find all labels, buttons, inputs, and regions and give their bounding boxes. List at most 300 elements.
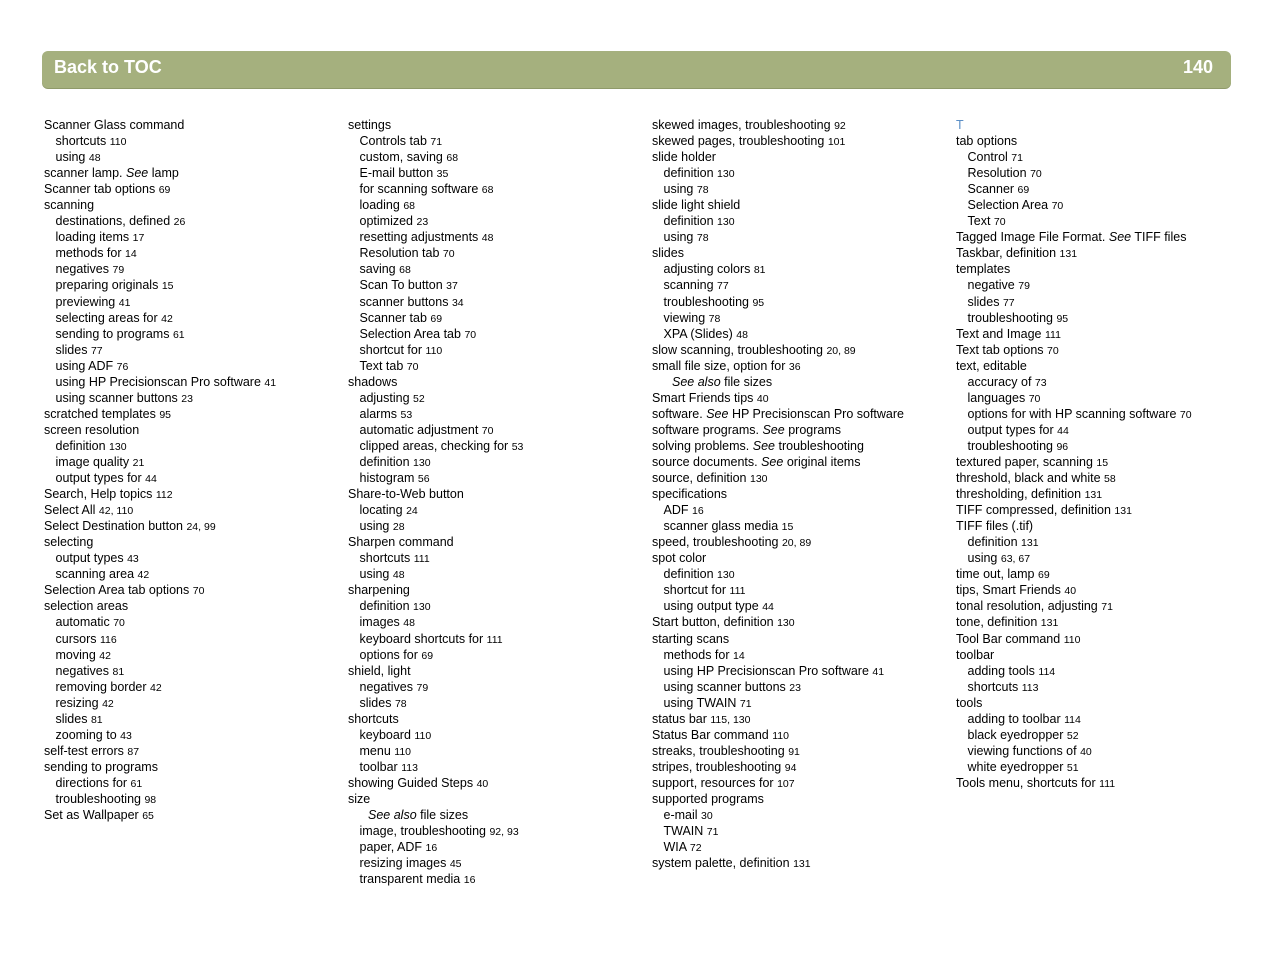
entry-text: Smart Friends tips: [652, 390, 754, 405]
see-reference-target[interactable]: programs: [788, 422, 841, 437]
page-reference-link[interactable]: 41: [264, 376, 277, 389]
entry-text: images: [359, 615, 400, 630]
page-reference-link[interactable]: 42: [161, 312, 173, 325]
index-entry: [652, 550, 904, 566]
index-entry: [44, 743, 276, 759]
index-subentry: [44, 631, 276, 647]
page-reference-link[interactable]: 95: [752, 296, 765, 309]
index-subentry: [348, 502, 523, 518]
index-subentry: [956, 727, 1192, 743]
page-reference-link[interactable]: 42: [99, 649, 111, 662]
entry-text: using: [663, 182, 694, 197]
page-reference-link[interactable]: 130: [717, 168, 735, 181]
see-reference-target[interactable]: file sizes: [420, 808, 469, 823]
see-reference-target[interactable]: file sizes: [724, 374, 773, 389]
entry-text: Selection Area tab options: [44, 583, 190, 598]
page-reference-link[interactable]: 96: [1056, 440, 1069, 453]
page-reference-link[interactable]: 69: [158, 184, 171, 197]
entry-text: time out, lamp: [956, 567, 1035, 582]
index-entry: [44, 807, 276, 823]
index-entry: [956, 133, 1192, 149]
page-reference-link[interactable]: 78: [696, 232, 709, 245]
index-subentry: [44, 550, 276, 566]
page-reference-link[interactable]: 51: [1066, 761, 1079, 774]
index-entry: [652, 342, 904, 358]
page-reference-link[interactable]: 24: [406, 505, 418, 518]
entry-text: source, definition: [652, 471, 747, 486]
index-subentry: [44, 566, 276, 582]
index-column-1: [44, 117, 276, 823]
page-reference-link[interactable]: 116: [99, 633, 117, 646]
page-reference-link[interactable]: 44: [762, 601, 774, 614]
index-subentry: [652, 294, 904, 310]
index-entry: [348, 486, 523, 502]
index-subentry: [348, 823, 523, 839]
see-reference-target[interactable]: original items: [786, 454, 861, 469]
page-reference-link[interactable]: 68: [399, 264, 411, 277]
page-reference-link[interactable]: 70: [1028, 392, 1041, 405]
page-reference-link[interactable]: 77: [717, 280, 729, 293]
entry-text: using TWAIN: [663, 695, 737, 710]
page-reference-link[interactable]: 42: [150, 681, 162, 694]
index-subentry: [652, 181, 904, 197]
entry-text: templates: [956, 262, 1011, 277]
entry-text: solving problems.: [652, 438, 750, 453]
entry-text: skewed pages, troubleshooting: [652, 134, 825, 149]
page-reference-link[interactable]: 87: [127, 745, 140, 758]
entry-text: using: [967, 551, 998, 566]
page-reference-link[interactable]: 131: [1040, 617, 1059, 630]
page-reference-link[interactable]: 69: [1017, 184, 1030, 197]
page-reference-link[interactable]: 68: [403, 200, 415, 213]
index-subentry: [652, 229, 904, 245]
page-reference-link[interactable]: 52: [413, 392, 425, 405]
page-reference-link[interactable]: 28: [392, 521, 405, 534]
index-subentry: [956, 711, 1192, 727]
page-reference-link[interactable]: 45: [449, 858, 462, 871]
entry-text: scratched templates: [44, 406, 156, 421]
page-reference-link[interactable]: 23: [789, 681, 801, 694]
page-reference-link[interactable]: 41: [872, 665, 885, 678]
index-entry: [652, 133, 904, 149]
entry-text: viewing: [663, 310, 706, 325]
page-reference-link[interactable]: 23: [416, 216, 429, 229]
entry-text: Share-to-Web button: [348, 487, 464, 502]
page-reference-link[interactable]: 107: [777, 777, 795, 790]
page-reference-link[interactable]: 56: [417, 473, 430, 486]
index-entry: [956, 582, 1192, 598]
index-subentry: [348, 727, 523, 743]
page-reference-link[interactable]: 72: [689, 842, 702, 855]
page-reference-link[interactable]: 71: [1011, 152, 1023, 165]
index-subentry: [652, 663, 904, 679]
page-reference-link[interactable]: 70: [1179, 408, 1192, 421]
index-subentry: [348, 855, 523, 871]
page-reference-link[interactable]: 40: [1080, 745, 1092, 758]
index-subentry: [348, 743, 523, 759]
index-entry: [956, 229, 1192, 245]
page-reference-link[interactable]: 130: [413, 601, 431, 614]
page-reference-link[interactable]: 111: [1099, 777, 1116, 790]
page-reference-link[interactable]: 43: [127, 553, 139, 566]
page-reference-link[interactable]: 81: [112, 665, 125, 678]
entry-text: Text and Image: [956, 326, 1042, 341]
page-reference-link[interactable]: 112: [155, 489, 173, 502]
page-reference-link[interactable]: 79: [416, 681, 429, 694]
page-reference-link[interactable]: 111: [413, 553, 430, 566]
page-reference-link[interactable]: 115, 130: [710, 713, 751, 726]
page-reference-link[interactable]: 40: [476, 777, 489, 790]
page-reference-link[interactable]: 131: [1084, 489, 1103, 502]
page-reference-link[interactable]: 15: [1096, 456, 1109, 469]
index-entry: [652, 791, 904, 807]
page-reference-link[interactable]: 131: [793, 858, 811, 871]
entry-text: custom, saving: [359, 150, 443, 165]
entry-text: histogram: [359, 471, 415, 486]
entry-text: Status Bar command: [652, 727, 769, 742]
entry-text: specifications: [652, 487, 728, 502]
page-reference-link[interactable]: 95: [159, 408, 172, 421]
entry-text: using: [663, 230, 694, 245]
page-reference-link[interactable]: 114: [1064, 713, 1081, 726]
entry-text: spot color: [652, 551, 707, 566]
index-subentry: [348, 310, 523, 326]
page-reference-link[interactable]: 110: [109, 136, 127, 149]
entry-text: shortcuts: [967, 679, 1019, 694]
index-subentry: [652, 839, 904, 855]
page-reference-link[interactable]: 71: [706, 826, 719, 839]
page-reference-link[interactable]: 21: [132, 456, 145, 469]
index-subentry: [956, 149, 1192, 165]
page-reference-link[interactable]: 61: [172, 328, 185, 341]
page-reference-link[interactable]: 65: [142, 810, 154, 823]
index-entry: [956, 326, 1192, 342]
entry-text: small file size, option for: [652, 358, 786, 373]
page-reference-link[interactable]: 101: [827, 136, 846, 149]
page-reference-link[interactable]: 58: [1104, 473, 1116, 486]
page-reference-link[interactable]: 92, 93: [489, 826, 519, 839]
entry-text: Tagged Image File Format.: [956, 230, 1106, 245]
page-reference-link[interactable]: 53: [511, 440, 524, 453]
page-reference-link[interactable]: 69: [430, 312, 443, 325]
index-subentry: [956, 390, 1192, 406]
entry-text: loading items: [55, 230, 130, 245]
index-subentry: [348, 294, 523, 310]
index-entry: [652, 743, 904, 759]
see-reference-target[interactable]: HP Precisionscan Pro software: [731, 406, 905, 421]
page-reference-link[interactable]: 111: [1044, 328, 1061, 341]
index-subentry: [652, 310, 904, 326]
page-reference-link[interactable]: 16: [463, 874, 476, 887]
index-subentry: [348, 213, 523, 229]
page-reference-link[interactable]: 42: [137, 569, 150, 582]
page-reference-link[interactable]: 71: [1101, 601, 1113, 614]
page-reference-link[interactable]: 70: [481, 424, 494, 437]
page-reference-link[interactable]: 30: [701, 810, 713, 823]
index-subentry: [652, 277, 904, 293]
index-subentry: [348, 550, 523, 566]
entry-text: using HP Precisionscan Pro software: [663, 663, 869, 678]
page-reference-link[interactable]: 48: [392, 569, 405, 582]
page-reference-link[interactable]: 71: [739, 697, 752, 710]
see-reference-target[interactable]: troubleshooting: [778, 438, 864, 453]
page-reference-link[interactable]: 94: [784, 761, 797, 774]
index-subentry: [348, 181, 523, 197]
entry-text: slow scanning, troubleshooting: [652, 342, 823, 357]
page-reference-link[interactable]: 71: [430, 136, 443, 149]
page-reference-link[interactable]: 61: [130, 777, 143, 790]
entry-text: zooming to: [55, 727, 117, 742]
page-reference-link[interactable]: 98: [144, 793, 157, 806]
page-reference-link[interactable]: 130: [413, 456, 431, 469]
page-reference-link[interactable]: 68: [481, 184, 494, 197]
page-reference-link[interactable]: 48: [403, 617, 415, 630]
page-reference-link[interactable]: 37: [446, 280, 458, 293]
index-subentry: [44, 358, 276, 374]
index-subentry: [348, 807, 523, 823]
entry-text: resizing images: [359, 856, 447, 871]
entry-text: adding tools: [967, 663, 1035, 678]
index-entry: [44, 181, 276, 197]
page-reference-link[interactable]: 111: [486, 633, 503, 646]
page-reference-link[interactable]: 70: [464, 328, 477, 341]
page-reference-link[interactable]: 69: [421, 649, 434, 662]
page-reference-link[interactable]: 77: [90, 344, 103, 357]
index-entry: [652, 727, 904, 743]
page-reference-link[interactable]: 92: [834, 120, 846, 132]
page-reference-link[interactable]: 110: [425, 344, 443, 357]
page-reference-link[interactable]: 53: [400, 408, 413, 421]
entry-text: WIA: [663, 840, 687, 855]
index-subentry: [348, 454, 523, 470]
index-subentry: [348, 390, 523, 406]
index-entry: [44, 598, 276, 614]
page-reference-link[interactable]: 130: [109, 440, 127, 453]
index-entry: [956, 470, 1192, 486]
page-reference-link[interactable]: 110: [394, 745, 412, 758]
index-subentry: [348, 149, 523, 165]
index-subentry: [348, 133, 523, 149]
entry-text: Selection Area: [967, 198, 1049, 213]
page-reference-link[interactable]: 40: [1064, 585, 1077, 598]
index-entry: [652, 711, 904, 727]
page-reference-link[interactable]: 26: [173, 216, 186, 229]
index-subentry: [956, 294, 1192, 310]
index-subentry: [44, 149, 276, 165]
page-reference-link[interactable]: 20, 89: [826, 344, 856, 357]
page-reference-link[interactable]: 44: [145, 473, 157, 486]
page-reference-link[interactable]: 76: [116, 360, 129, 373]
entry-text: tools: [956, 695, 983, 710]
page-reference-link[interactable]: 78: [696, 184, 709, 197]
index-entry: [44, 518, 276, 534]
index-subentry: [652, 695, 904, 711]
entry-text: negative: [967, 278, 1015, 293]
entry-text: negatives: [359, 679, 414, 694]
page-reference-link[interactable]: 42: [102, 697, 114, 710]
entry-text: screen resolution: [44, 422, 140, 437]
page-reference-link[interactable]: 81: [753, 264, 766, 277]
page-reference-link[interactable]: 16: [691, 505, 704, 518]
page-reference-link[interactable]: 131: [1059, 248, 1078, 261]
page-reference-link[interactable]: 70: [113, 617, 125, 630]
page-reference-link[interactable]: 77: [1002, 296, 1015, 309]
page-reference-link[interactable]: 70: [442, 248, 455, 261]
entry-text: selection areas: [44, 599, 129, 614]
page-number: 140: [1182, 57, 1213, 77]
index-subentry: [348, 871, 523, 887]
page-reference-link[interactable]: 40: [756, 392, 769, 405]
index-subentry: [652, 213, 904, 229]
page-reference-link[interactable]: 79: [112, 264, 125, 277]
index-subentry: [44, 647, 276, 663]
entry-text: TWAIN: [663, 824, 704, 839]
page-reference-link[interactable]: 15: [161, 280, 174, 293]
index-subentry: [956, 197, 1192, 213]
page-reference-link[interactable]: 70: [1030, 168, 1042, 181]
page-reference-link[interactable]: 14: [125, 248, 137, 261]
index-subentry: [348, 631, 523, 647]
entry-text: using scanner buttons: [55, 390, 178, 405]
page-reference-link[interactable]: 70: [1051, 200, 1064, 213]
page-reference-link[interactable]: 44: [1057, 424, 1069, 437]
entry-text: clipped areas, checking for: [359, 438, 509, 453]
page-reference-link[interactable]: 114: [1038, 665, 1056, 678]
entry-text: shortcuts: [348, 711, 399, 726]
entry-text: using: [359, 519, 390, 534]
page-reference-link[interactable]: 48: [736, 328, 748, 341]
page-reference-link[interactable]: 36: [788, 360, 801, 373]
entry-text: supported programs: [652, 791, 764, 806]
page-reference-link[interactable]: 130: [777, 617, 795, 630]
entry-text: selecting areas for: [55, 310, 158, 325]
page-reference-link[interactable]: 20, 89: [781, 537, 812, 550]
index-subentry: [348, 358, 523, 374]
page-reference-link[interactable]: 24, 99: [186, 521, 216, 534]
index-subentry: [44, 679, 276, 695]
entry-text: sending to programs: [55, 326, 170, 341]
entry-text: E-mail button: [359, 166, 434, 181]
entry-text: scanning area: [55, 567, 135, 582]
index-subentry: [956, 374, 1192, 390]
entry-text: previewing: [55, 294, 116, 309]
entry-text: text, editable: [956, 358, 1027, 373]
page-reference-link[interactable]: 68: [446, 152, 459, 165]
page-reference-link[interactable]: 42, 110: [98, 505, 134, 518]
entry-text: slide light shield: [652, 198, 741, 213]
page-reference-link[interactable]: 52: [1066, 729, 1079, 742]
page-reference-link[interactable]: 81: [90, 713, 103, 726]
index-subentry: [44, 213, 276, 229]
index-subentry: [44, 133, 276, 149]
index-entry: [956, 454, 1192, 470]
entry-text: definition: [359, 599, 410, 614]
entry-text: paper, ADF: [359, 840, 423, 855]
index-subentry: [652, 165, 904, 181]
entry-text: stripes, troubleshooting: [652, 759, 782, 774]
index-entry: [956, 518, 1192, 534]
page-reference-link[interactable]: 78: [708, 312, 721, 325]
page-reference-link[interactable]: 113: [401, 761, 418, 774]
page-reference-link[interactable]: 131: [1114, 505, 1132, 518]
page-reference-link[interactable]: 70: [406, 360, 419, 373]
index-column-2: [348, 117, 523, 887]
page-reference-link[interactable]: 35: [436, 168, 449, 181]
entry-text: scanner glass media: [663, 519, 779, 534]
entry-text: shortcut for: [359, 342, 423, 357]
page-reference-link[interactable]: 130: [750, 473, 768, 486]
entry-text: definition: [663, 214, 714, 229]
entry-text: tone, definition: [956, 615, 1038, 630]
page-reference-link[interactable]: 131: [1021, 537, 1039, 550]
page-reference-link[interactable]: 78: [394, 697, 407, 710]
page-reference-link[interactable]: 48: [481, 232, 494, 245]
index-subentry: [956, 406, 1192, 422]
page-reference-link[interactable]: 110: [772, 729, 789, 742]
page-reference-link[interactable]: 91: [788, 745, 800, 758]
see-reference-target[interactable]: lamp: [151, 166, 179, 181]
entry-text: Select All: [44, 503, 96, 518]
page-reference-link[interactable]: 70: [192, 585, 205, 598]
page-reference-link[interactable]: 130: [717, 569, 735, 582]
entry-text: slides: [359, 695, 392, 710]
page-reference-link[interactable]: 41: [118, 296, 131, 309]
entry-text: Start button, definition: [652, 615, 774, 630]
page-reference-link[interactable]: 130: [717, 216, 735, 229]
index-subentry: [348, 647, 523, 663]
page-reference-link[interactable]: 43: [120, 729, 132, 742]
page-reference-link[interactable]: 111: [729, 585, 746, 598]
index-subentry: [956, 310, 1192, 326]
entry-text: adding to toolbar: [967, 711, 1061, 726]
page-reference-link[interactable]: 48: [88, 152, 101, 165]
entry-text: white eyedropper: [967, 759, 1064, 774]
page-reference-link[interactable]: 16: [425, 842, 438, 855]
index-subentry: [956, 663, 1192, 679]
index-entry: [652, 534, 904, 550]
entry-text: definition: [359, 454, 410, 469]
page-reference-link[interactable]: 70: [993, 216, 1006, 229]
page-reference-link[interactable]: 73: [1034, 376, 1047, 389]
index-subentry: [348, 470, 523, 486]
see-reference-label: See also: [672, 374, 721, 389]
page-reference-link[interactable]: 110: [1063, 633, 1081, 646]
index-entry: [956, 261, 1192, 277]
page-reference-link[interactable]: 63, 67: [1000, 553, 1031, 566]
page-reference-link[interactable]: 95: [1056, 312, 1069, 325]
page-reference-link[interactable]: 70: [1047, 344, 1059, 357]
page-reference-link[interactable]: 110: [414, 729, 432, 742]
page-reference-link[interactable]: 23: [181, 392, 193, 405]
index-subentry: [44, 310, 276, 326]
page-reference-link[interactable]: 15: [781, 521, 794, 534]
page-reference-link[interactable]: 113: [1021, 681, 1039, 694]
entry-text: Text: [967, 214, 991, 229]
back-to-toc-link[interactable]: Back to TOC: [54, 57, 162, 77]
page-reference-link[interactable]: 17: [132, 232, 145, 245]
page-reference-link[interactable]: 69: [1038, 569, 1050, 582]
entry-text: sending to programs: [44, 759, 158, 774]
see-reference-target[interactable]: TIFF files: [1134, 230, 1187, 245]
page-reference-link[interactable]: 34: [451, 296, 464, 309]
index-entry: [348, 374, 523, 390]
entry-text: T: [956, 118, 964, 132]
entry-text: Scanner tab: [359, 310, 427, 325]
index-entry: [44, 117, 276, 133]
page-reference-link[interactable]: 14: [733, 649, 745, 662]
page-reference-link[interactable]: 79: [1018, 280, 1030, 293]
entry-text: negatives: [55, 262, 110, 277]
